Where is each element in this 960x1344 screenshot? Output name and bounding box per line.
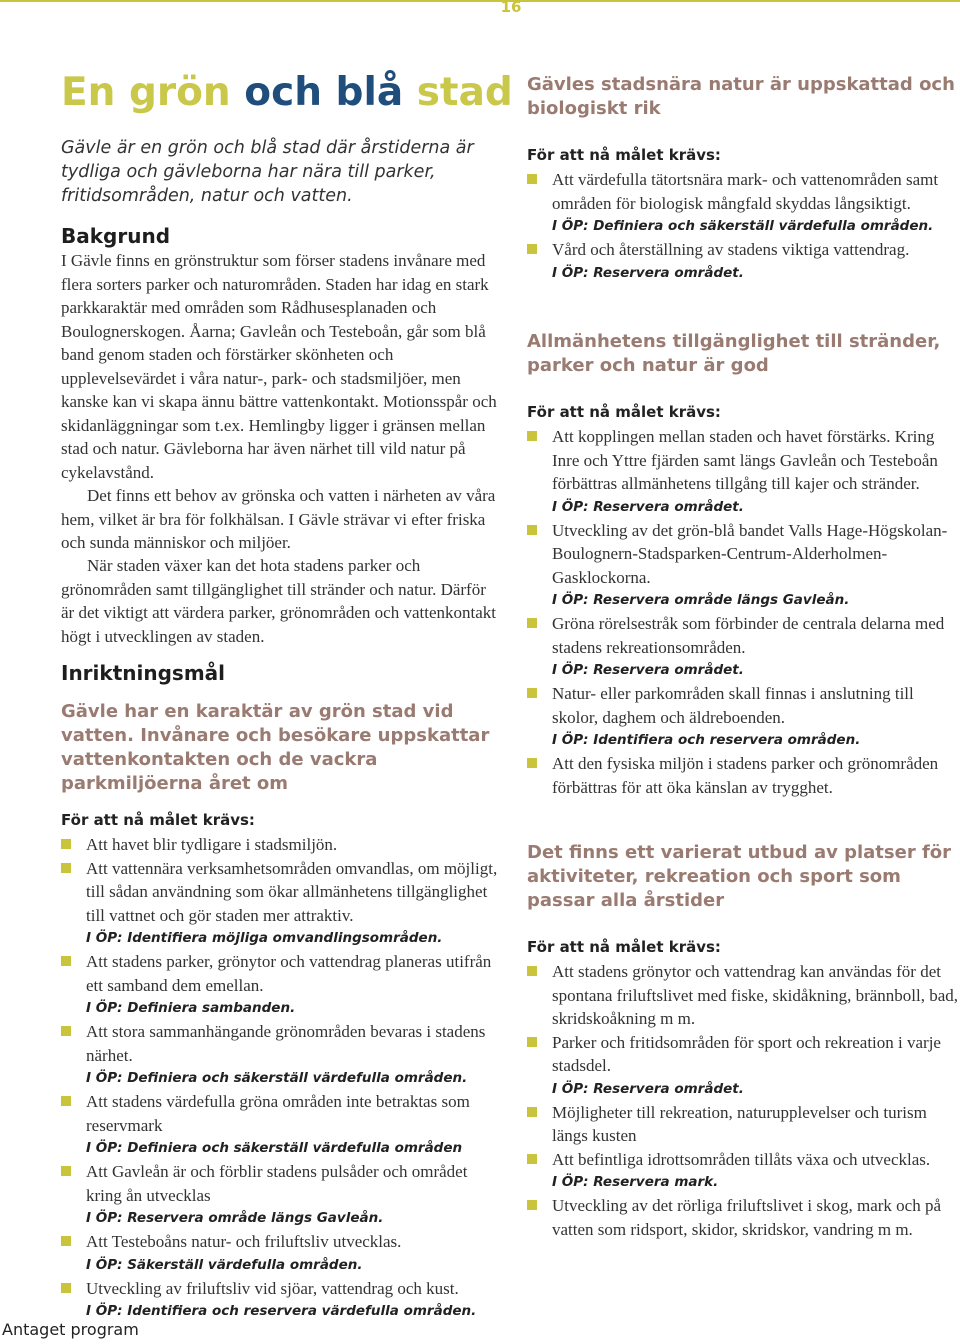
square-bullet-icon (61, 1236, 71, 1246)
list-item-text: Att stadens parker, grönytor och vattendrag planeras utifrån ett samband dem emellan. (86, 952, 492, 995)
list-item (527, 612, 959, 682)
list-item (61, 1277, 501, 1324)
square-bullet-icon (61, 956, 71, 966)
op-note: I ÖP: Reservera området. (552, 498, 744, 515)
op-note: I ÖP: Identifiera möjliga omvandlingsområden. (86, 930, 443, 946)
title-part-green-end: stad (403, 70, 513, 115)
requirements-list-s1 (527, 168, 959, 285)
square-bullet-icon (61, 1166, 71, 1176)
requirements-list-s2 (527, 425, 959, 799)
page-title (61, 70, 513, 116)
list-item (527, 752, 959, 799)
list-item (527, 1194, 959, 1241)
square-bullet-icon (527, 174, 537, 184)
top-rule (0, 0, 960, 2)
list-item (527, 960, 959, 1031)
list-item (61, 857, 501, 951)
list-item-text: Att stora sammanhängande grönområden bevaras i stadens närhet. (86, 1022, 486, 1065)
square-bullet-icon (527, 618, 537, 628)
list-item (527, 425, 959, 519)
bakgrund-paragraph-1: I Gävle finns en grönstruktur som förser stadens invånare med flera sorters parker och naturområden. Staden har idag en stark parkkaraktär med områden som Rådhusesplanaden och Boulognerskogen. Åarna; Gavleån och Testeboån, går som blå band genom staden och förstärker skönheten och upplevelsevärdet i våra natur-, park- och stadsmiljöer, men kanske kan vi skapa ännu bättre vattenkontakt. Motionsspår och skidanläggningar som t.ex. Hemlingby ligger i gränsen mellan stad och natur. Gävleborna har även närhet till vild natur på cykelavstånd. (61, 251, 497, 482)
square-bullet-icon (527, 244, 537, 254)
heading-inriktningsmal: Inriktningsmål (61, 661, 226, 685)
goal-nature: Gävles stadsnära natur är uppskattad och biologiskt rik (527, 74, 955, 119)
list-item (61, 1230, 501, 1277)
list-item (61, 1020, 501, 1090)
op-note: I ÖP: Reservera området. (552, 1080, 744, 1097)
list-item-text: Utveckling av friluftsliv vid sjöar, vattendrag och kust. (86, 1278, 459, 1298)
op-note: I ÖP: Reservera området. (552, 662, 744, 678)
list-item-text: Möjligheter till rekreation, naturupplevelser och turism längs kusten (552, 1102, 927, 1145)
requirements-label-s3: För att nå målet krävs: (527, 938, 721, 956)
goal-activities: Det finns ett varierat utbud av platser för aktiviteter, rekreation och sport som passar alla årstider (527, 842, 952, 911)
square-bullet-icon (527, 966, 537, 976)
list-item-text: Att befintliga idrottsområden tillåts växa och utvecklas. (552, 1149, 931, 1169)
requirements-list-left (61, 833, 501, 1323)
list-item-text: Att Testeboåns natur- och friluftsliv utvecklas. (86, 1232, 402, 1251)
list-item (527, 238, 959, 285)
list-item-text: Vård och återställning av stadens viktiga vattendrag. (552, 240, 910, 259)
square-bullet-icon (527, 1037, 537, 1047)
list-item (61, 1160, 501, 1230)
op-note: I ÖP: Identifiera och reservera områden. (552, 732, 861, 748)
list-item-text: Att den fysiska miljön i stadens parker och grönområden förbättras för att öka känslan av trygghet. (552, 754, 939, 797)
square-bullet-icon (61, 863, 71, 873)
op-note: I ÖP: Identifiera och reservera värdefulla områden. (86, 1303, 477, 1319)
square-bullet-icon (527, 758, 537, 768)
op-note: I ÖP: Reservera område längs Gavleån. (86, 1210, 384, 1226)
op-note: I ÖP: Definiera och säkerställ värdefulla områden (86, 1140, 463, 1156)
requirements-label: För att nå målet krävs: (61, 811, 255, 829)
square-bullet-icon (527, 525, 537, 535)
list-item (527, 1031, 959, 1101)
op-note: I ÖP: Reservera mark. (552, 1174, 719, 1190)
square-bullet-icon (527, 1200, 537, 1210)
list-item-text: Gröna rörelsestråk som förbinder de centrala delarna med stadens rekreationsområden. (552, 614, 945, 657)
op-note: I ÖP: Säkerställ värdefulla områden. (86, 1256, 363, 1273)
op-note: I ÖP: Reservera område längs Gavleån. (552, 592, 850, 608)
square-bullet-icon (527, 1107, 537, 1117)
list-item-text: Att kopplingen mellan staden och havet förstärks. Kring Inre och Yttre fjärden samt längs Gavleån och Testeboån förbättras allmänhetens tillgång till kajer och stränder. (552, 427, 938, 493)
heading-bakgrund: Bakgrund (61, 224, 171, 248)
list-item (527, 519, 959, 613)
list-item (61, 1090, 501, 1160)
requirements-label-s1: För att nå målet krävs: (527, 146, 721, 164)
list-item-text: Att värdefulla tätortsnära mark- och vattenområden samt områden för biologisk mångfald skyddas långsiktigt. (552, 170, 939, 213)
list-item (61, 950, 501, 1020)
op-note: I ÖP: Reservera området. (552, 264, 744, 281)
bakgrund-paragraph-2: Det finns ett behov av grönska och vatten i närheten av våra hem, vilket är bra för folkhälsan. I Gävle strävar vi efter friska och sunda människor och miljöer. (61, 486, 496, 552)
requirements-list-s3 (527, 960, 959, 1241)
list-item (527, 1148, 959, 1195)
page-number: 16 (500, 0, 522, 16)
square-bullet-icon (61, 1096, 71, 1106)
square-bullet-icon (527, 688, 537, 698)
list-item-text: Att stadens grönytor och vattendrag kan användas för det spontana friluftslivet med fiske, skidåkning, brännboll, bad, skridskoåkning m m. (552, 962, 959, 1028)
bakgrund-paragraph-3: När staden växer kan det hota stadens parker och grönområden samt tillgänglighet till stränder och natur. Därför är det viktigt att värdera parker, grönområden och vattenkontakt högt i utvecklingen av staden. (61, 556, 497, 646)
list-item-text: Utveckling av det rörliga friluftslivet i skog, mark och på vatten som ridsport, skidor, skridskor, vandring m m. (552, 1196, 942, 1239)
list-item (61, 833, 501, 857)
op-note: I ÖP: Definiera sambanden. (86, 1000, 296, 1016)
list-item (527, 682, 959, 752)
list-item-text: Natur- eller parkområden skall finnas i anslutning till skolor, daghem och äldreboenden. (552, 684, 914, 727)
square-bullet-icon (61, 1026, 71, 1036)
list-item (527, 168, 959, 238)
op-note: I ÖP: Definiera och säkerställ värdefulla områden. (86, 1070, 468, 1086)
square-bullet-icon (61, 1283, 71, 1293)
list-item-text: Att Gavleån är och förblir stadens pulsåder och området kring ån utvecklas (86, 1162, 468, 1205)
title-part-green: En grön (61, 70, 245, 115)
list-item (527, 1101, 959, 1148)
requirements-label-s2: För att nå målet krävs: (527, 403, 721, 421)
title-part-blue: och blå (244, 70, 404, 115)
footer-label: Antaget program (2, 1320, 139, 1339)
square-bullet-icon (61, 839, 71, 849)
square-bullet-icon (527, 1154, 537, 1164)
list-item-text: Parker och fritidsområden för sport och rekreation i varje stadsdel. (552, 1032, 941, 1075)
square-bullet-icon (527, 431, 537, 441)
list-item-text: Utveckling av det grön-blå bandet Valls Hage-Högskolan- Boulognern-Stadsparken-Centrum-Alderholmen-Gasklockorna. (552, 520, 948, 587)
goal-green-city: Gävle har en karaktär av grön stad vid vatten. Invånare och besökare uppskattar vattenkontakten och de vackra parkmiljöerna året om (61, 701, 490, 794)
list-item-text: Att havet blir tydligare i stadsmiljön. (86, 835, 338, 854)
goal-accessibility: Allmänhetens tillgänglighet till stränder, parker och natur är god (527, 331, 941, 376)
list-item-text: Att stadens värdefulla gröna områden inte betraktas som reservmark (86, 1092, 470, 1135)
lead-paragraph: Gävle är en grön och blå stad där årstiderna är tydliga och gävleborna har nära till parker, fritidsområden, natur och vatten. (61, 138, 474, 206)
op-note: I ÖP: Definiera och säkerställ värdefulla områden. (552, 218, 934, 234)
list-item-text: Att vattennära verksamhetsområden omvandlas, om möjligt, till sådan användning som ökar allmänhetens tillgänglighet till vattnet och gör staden mer attraktiv. (86, 858, 498, 925)
